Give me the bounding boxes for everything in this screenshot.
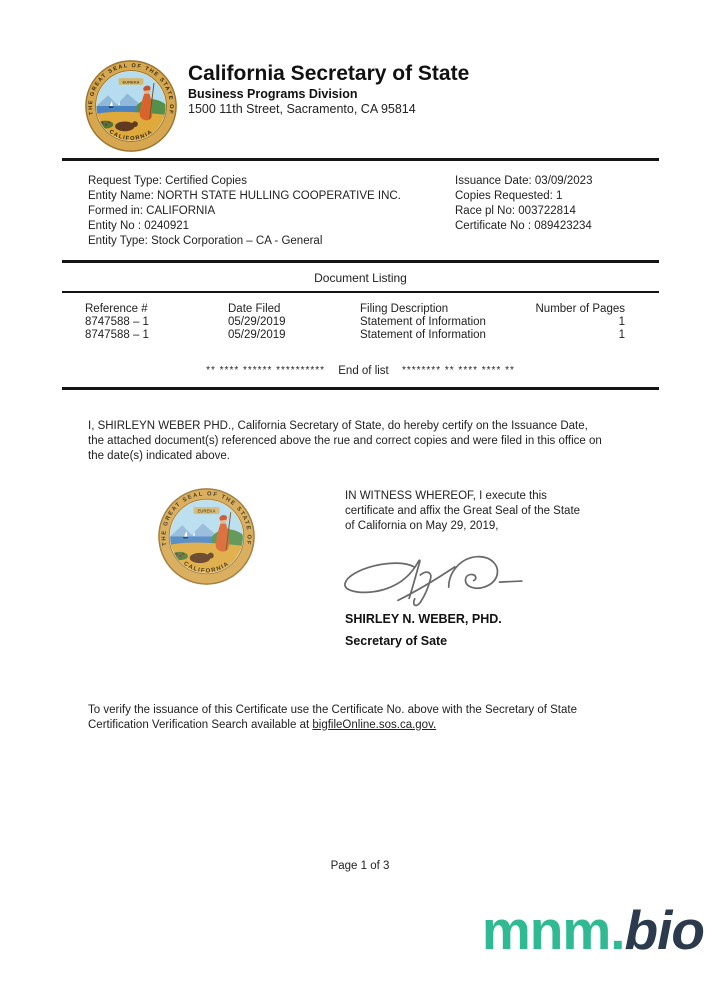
page-title: California Secretary of State [188, 62, 470, 85]
entity-type-line: Entity Type: Stock Corporation – CA - General [88, 235, 323, 247]
request-type-line: Request Type: Certified Copies [88, 175, 247, 187]
signer-name: SHIRLEY N. WEBER, PHD. [345, 612, 502, 626]
division-address: 1500 11th Street, Sacramento, CA 95814 [188, 102, 416, 116]
cell-reference: 8747588 – 1 [85, 316, 149, 328]
col-header-filing-description: Filing Description [360, 303, 449, 315]
certification-paragraph: I, SHIRLEYN WEBER PHD., California Secretary of State, do hereby certify on the Issuance Date, the attached document(s) referenced above the rue and correct copies and were filed in this office on the date(s) indicated above. [88, 420, 602, 462]
division-subtitle: Business Programs Division [188, 87, 358, 101]
col-header-reference: Reference # [85, 303, 148, 315]
request-info-right-column [455, 174, 592, 234]
mnm-bio-watermark [482, 898, 704, 962]
end-of-list-left-stars: ** **** ****** ********** [206, 365, 326, 376]
california-state-seal-icon [85, 60, 177, 152]
end-of-list-label: End of list [338, 365, 389, 377]
signature-scrawl-icon [335, 546, 533, 608]
listing-top-divider [62, 260, 659, 263]
cell-number-of-pages: 1 [618, 316, 625, 328]
page-number: Page 1 of 3 [330, 860, 390, 872]
issuance-date-line: Issuance Date: 03/09/2023 [455, 175, 593, 187]
verification-text: To verify the issuance of this Certificate use the Certificate No. above with the Secretary of State Certification Verification Search available at [88, 704, 577, 731]
california-state-seal-icon [158, 488, 255, 585]
end-of-list-line [62, 365, 659, 377]
cell-date-filed: 05/29/2019 [228, 329, 286, 341]
table-header-row [62, 303, 659, 316]
formed-in-line: Formed in: CALIFORNIA [88, 205, 216, 217]
watermark-prefix: mnm. [481, 899, 625, 961]
entity-name-line: Entity Name: NORTH STATE HULLING COOPERATIVE INC. [88, 190, 401, 202]
cell-number-of-pages: 1 [618, 329, 625, 341]
end-of-list-right-stars: ******** ** **** **** ** [401, 365, 515, 376]
signer-title: Secretary of Sate [345, 634, 448, 648]
verification-link[interactable]: bigfileOnline.sos.ca.gov. [312, 718, 437, 731]
cell-filing-description: Statement of Information [360, 316, 486, 328]
listing-title-divider [62, 291, 659, 293]
certificate-no-line: Certificate No : 089423234 [455, 220, 592, 232]
copies-requested-line: Copies Requested: 1 [455, 190, 563, 202]
great-seal-of-california-witness [158, 488, 255, 585]
witness-statement: IN WITNESS WHEREOF, I execute this certificate and affix the Great Seal of the State of California on May 29, 2019, [345, 490, 581, 532]
cell-date-filed: 05/29/2019 [228, 316, 286, 328]
entity-no-line: Entity No : 0240921 [88, 220, 190, 232]
great-seal-of-california-header [85, 60, 177, 152]
document-listing-title: Document Listing [314, 271, 407, 285]
col-header-date-filed: Date Filed [228, 303, 281, 315]
watermark-suffix: bio [624, 899, 704, 961]
secretary-signature [335, 546, 533, 613]
header-divider [62, 158, 659, 161]
col-header-number-of-pages: Number of Pages [535, 303, 625, 315]
request-info-left-column [88, 174, 401, 249]
verification-note [88, 703, 588, 733]
cell-reference: 8747588 – 1 [85, 329, 149, 341]
cell-filing-description: Statement of Information [360, 329, 486, 341]
listing-bottom-divider [62, 387, 659, 390]
table-row [62, 329, 659, 342]
table-row [62, 316, 659, 329]
receipt-no-line: Race pl No: 003722814 [455, 205, 576, 217]
